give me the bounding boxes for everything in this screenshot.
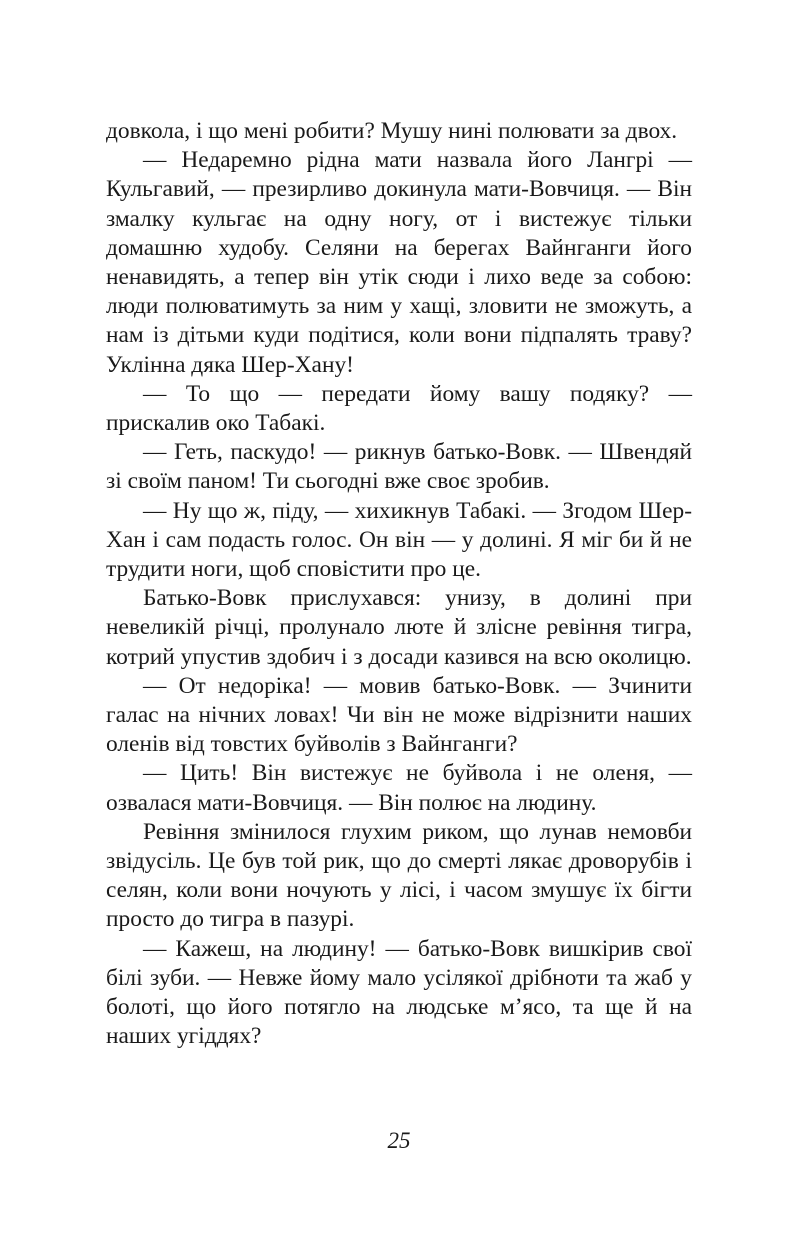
paragraph-dialogue: — Недаремно рідна мати назвала його Лангрі — Кульгавий, — презирливо докинула мати-Вовчиця. — Він змалку кульгає на одну ногу, от і вистежує тільки домашню худобу. Селяни на берегах Вайнганги його ненавидять, а тепер він утік сюди і лихо веде за собою: люди полюватимуть за ним у хащі, зловити не зможуть, а нам із дітьми куди подітися, коли вони підпалять траву? Уклінна дяка Шер-Хану! [106, 147, 692, 378]
paragraph-dialogue: — Ну що ж, піду, — хихикнув Табакі. — Згодом Шер-Хан і сам подасть голос. Он він — у долині. Я міг би й не трудити ноги, щоб сповістити про це. [106, 497, 692, 583]
paragraph-continuation: довкола, і що мені робити? Мушу нині полювати за двох. [106, 118, 678, 144]
page-body-text [106, 117, 692, 1052]
paragraph-dialogue: — Цить! Він вистежує не буйвола і не оленя, — озвалася мати-Вовчиця. — Він полює на людину. [106, 760, 692, 816]
paragraph-dialogue: — Геть, паскудо! — рикнув батько-Вовк. — Швендяй зі своїм паном! Ти сьогодні вже своє зробив. [106, 439, 692, 495]
paragraph-dialogue: — От недоріка! — мовив батько-Вовк. — Зчинити галас на нічних ловах! Чи він не може відрізнити наших оленів від товстих буйволів з Вайнганги? [106, 672, 692, 758]
paragraph-narration: Ревіння змінилося глухим риком, що лунав немовби звідусіль. Це був той рик, що до смерті лякає дроворубів і селян, коли вони ночують у лісі, і часом змушує їх бігти просто до тигра в пазурі. [106, 818, 692, 933]
paragraph-narration: Батько-Вовк прислухався: унизу, в долині при невеликій річці, пролунало люте й злісне ревіння тигра, котрий упустив здобич і з досади казився на всю околицю. [106, 585, 692, 670]
paragraph-dialogue: — То що — передати йому вашу подяку? — прискалив око Табакі. [106, 380, 692, 437]
paragraph-dialogue: — Кажеш, на людину! — батько-Вовк вишкірив свої білі зуби. — Невже йому мало усілякої дрібноти та жаб у болоті, що його потягло на людське м’ясо, та ще й на наших угіддях? [106, 935, 692, 1050]
page-number: 25 [387, 1128, 411, 1153]
